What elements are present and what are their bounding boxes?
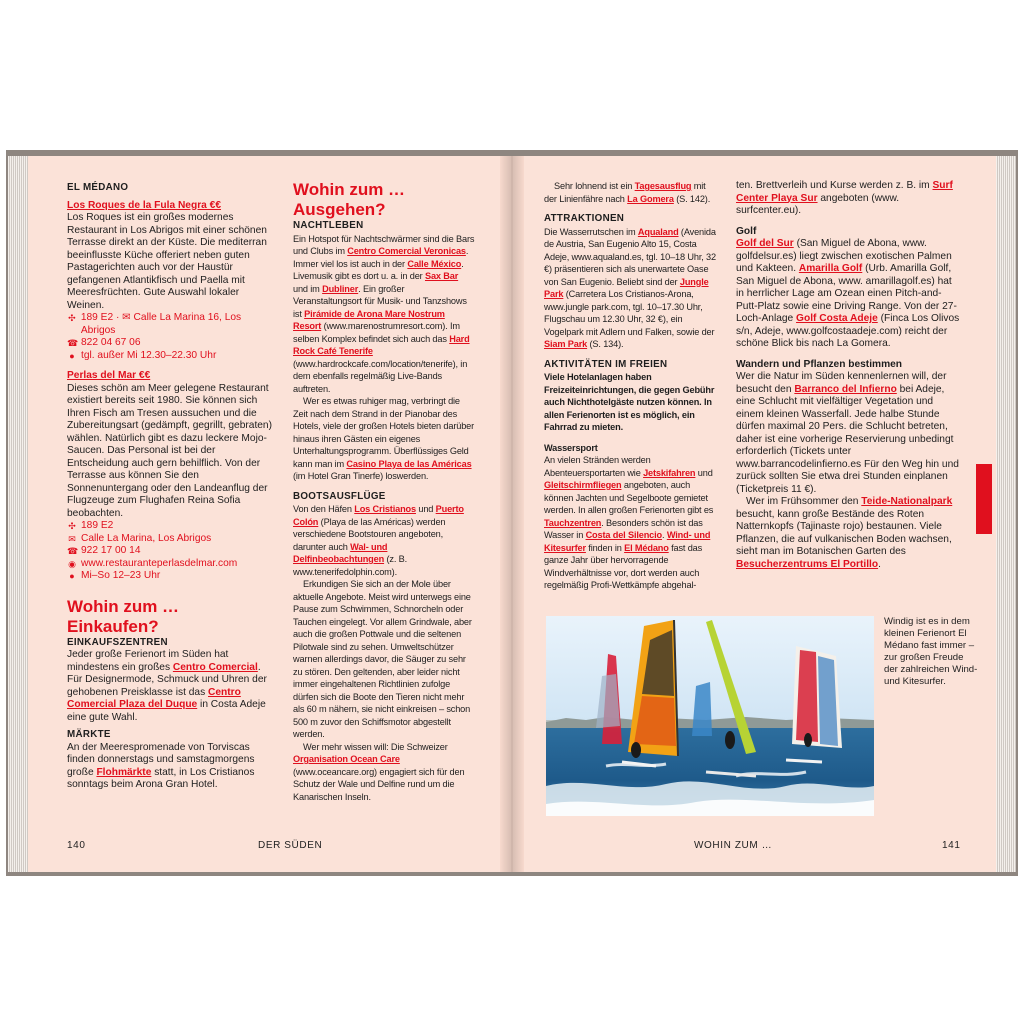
link[interactable]: Jetskifahren [643,467,696,478]
link[interactable]: Besucherzentrums El Portillo [736,558,879,570]
paragraph: Jeder große Ferienort im Süden hat mindestens ein großes Centro Comercial. Für Designermode, Schmuck und Uhren der gehobenen Preisklasse ist das Centro Comercial Plaza del Duque in Costa Adeje eine gute Wahl. [67,649,267,723]
info-line: ☎ 822 04 67 06 [67,337,141,348]
link[interactable]: Wind- und Kitesurfer [544,530,711,553]
link[interactable]: El Médano [624,542,669,553]
subheading: EINKAUFSZENTREN [67,636,168,648]
restaurant-title[interactable]: Los Roques de la Fula Negra €€ [67,199,221,211]
link[interactable]: Dubliner [322,283,359,294]
clock-icon: ● [69,350,75,361]
link[interactable]: Gleitschirmfliegen [544,480,622,490]
subheading: BOOTSAUSFLÜGE [293,490,386,502]
subheading: NACHTLEBEN [293,220,364,231]
paragraph: Ein Hotspot für Nachtschwärmer sind die Bars und Clubs im Centro Comercial Veronicas. Immer viel los ist auch in der Calle México. Livemusik gibt es dort u. a. in der Sax Bar und im Dubliner. Ein großer Veranstaltungsort für Musik- und Tanzshows ist Pirámide de Arona Mare Nostrum Resort (www.marenostrumresort.com). Im selben Komplex befindet sich auch das Hard Rock Café Tenerife (www.hardrockcafe.com/location/tenerife), in dem ebenfalls regelmäßig Live-Bands auftreten. [293,233,475,394]
link[interactable]: Calle México [407,258,462,269]
map-pin-icon: ✣ [68,313,76,323]
link[interactable]: Tagesausflug [634,181,692,191]
info-line: ☎ 922 17 00 14 [67,545,141,556]
link[interactable]: Pirámide de Arona Mare Nostrum Resort [293,308,445,331]
link[interactable]: Los Cristianos [354,504,416,514]
link[interactable]: Golf del Sur [736,238,794,249]
photo-caption: Windig ist es in dem kleinen Ferienort El Médano fast immer – zur großen Freude der zahlreichen Wind- und Kitesurfer. [884,616,978,687]
subheading: AKTIVITÄTEN IM FREIEN [544,358,668,370]
link[interactable]: Barranco del Infierno [794,383,897,395]
link[interactable]: Jungle Park [544,276,709,299]
link[interactable]: Centro Comercial Veronicas [347,246,466,256]
link[interactable]: Golf Costa Adeje [796,313,878,324]
paragraph: Golf del Sur (San Miguel de Abona, www. golfdelsur.es) liegt zwischen exotischen Palmen und Kakteen. Amarilla Golf (Urb. Amarilla Golf, San Miguel de Abona, www. amarillagolf.es) hat in herrlicher Lage am Ozean einen Pitch-and-Putt-Platz sowie eine Driving Range. Von der 27-Loch-Anlage Golf Costa Adeje (Finca Los Olivos s/n, Adeje, www.golfcostaadeje.com) reicht der schöne Blick bis nach La Gomera. [736,238,960,349]
paragraph: Erkundigen Sie sich an der Mole über aktuelle Angebote. Meist wird unterwegs eine Pause zum Schwimmen, Schnorcheln oder Tauchen eingelegt. Vor allem Grindwale, aber auch die großen Pottwale und die seltenen Pilotwale sind zu sehen. Umweltschützer warnen allerdings davor, die Säuger zu sehr zu stören. Den geltenden, aber leider nicht immer eingehaltenen Richtlinien zufolge dürfen sich die Boote den Tieren nicht mehr als 60 m nähern, sie nicht einkreisen – schon 500 m zuvor den Schiffsmotor abgestellt werden. [293,579,472,739]
phone-icon: ☎ [67,546,79,556]
subheading: Wassersport [544,442,598,453]
link[interactable]: Centro Comercial Plaza del Duque [67,686,241,710]
map-pin-icon: ✣ [68,521,76,531]
info-line: ◉ www.restauranteperlasdelmar.com [68,557,238,569]
paragraph: Wer die Natur im Süden kennenlernen will, der besucht den Barranco del Infierno bei Adeje, eine Schlucht mit vielfältiger Vegetation und einem kleinen Wasserfall. Jede halbe Stunde dürfen maximal 20 Pers. die Schlucht betreten, daher ist eine vorherige Reservierung unbedingt erforderlich (Tickets unter www.barrancodelinfierno.es Für den Weg hin und zurück sollten Sie etwa drei Stunden einplanen (Ticketpreis 11 €). [736,371,959,495]
link[interactable]: Amarilla Golf [798,263,863,274]
info-line: ✉ Calle La Marina, Los Abrigos [68,532,212,544]
page-number-left: 140 [67,840,86,851]
paragraph: An der Meerespromenade von Torviscas finden donnerstags und samstagmorgens große Flohmärkte statt, in Los Cristianos sonntags beim Arona Gran Hotel. [67,741,255,790]
clock-icon: ● [69,571,75,581]
paragraph: Wer es etwas ruhiger mag, verbringt die Zeit nach dem Strand in der Pianobar des Hotels, viele der großen Hotels bieten darüber hinaus ihren Gästen ein eigenes Unterhaltungsprogramm. Überflüssiges Geld kann man im Casino Playa de las Américas (im Hotel Gran Tinerfe) loswerden. [293,396,475,481]
link[interactable]: Sax Bar [424,271,459,281]
subheading: ATTRAKTIONEN [544,213,625,224]
subheading: Wandern und Pflanzen bestimmen [736,358,903,370]
paragraph: Wer im Frühsommer den Teide-Nationalpark besucht, kann große Bestände des Roten Natternkopfs (Tajinaste rojo) bestaunen. Viele Pflanzen, die auf vulkanischen Boden wachsen, sieht man im Botanischen Garten des Besucherzentrums El Portillo. [736,496,953,570]
page-stack-right [996,156,1016,872]
link[interactable]: La Gomera [627,193,674,204]
paragraph: Die Wasserrutschen im Aqualand (Avenida de Austria, San Eugenio Alto 15, Costa Adeje, www.aqualand.es, tgl. 10–18 Uhr, 32 €) präsentieren sich als unerwartete Oase von San Eugenio. Beliebt sind der Jungle Park (Carretera Los Cristianos-Arona, www.jungle park.com, tgl. 10–17.30 Uhr, Flugschau um 12.30 Uhr, 32 €), ein Vogelpark mit Adlern und Falken, sowie der Siam Park (S. 134). [544,226,716,349]
page-number-right: 141 [942,840,961,851]
restaurant-description: Los Roques ist ein großes modernes Restaurant in Los Abrigos mit einer schönen Terrasse direkt an der Küste. Die mediterran beeinflusste Küche offeriert neben guten Pastagerichten auch vor der Haustür gefangenen Atlantikfisch und Paella mit Meeresfrüchten. Gute Auswahl lokaler Weinen. [67,212,267,311]
paragraph: Sehr lohnend ist ein Tagesausflug mit der Linienfähre nach La Gomera (S. 142). [544,181,711,204]
link[interactable]: Siam Park [544,339,588,349]
left-column-1 [67,182,275,792]
subheading: Golf [736,225,757,237]
restaurant-title[interactable]: Perlas del Mar €€ [67,370,151,381]
left-column-2 [293,180,475,803]
right-column-1 [544,180,720,592]
windsurfing-illustration [546,616,874,816]
info-line: ● tgl. außer Mi 12.30–22.30 Uhr [67,350,275,363]
link[interactable]: Wal- und Delfinbeobachtungen [293,541,388,564]
location-heading: EL MÉDANO [67,182,129,193]
restaurant-description: Dieses schön am Meer gelegene Restaurant existiert bereits seit 1980. Sie können sich Ihren Fisch am Tresen aussuchen und die Zubereitungsart (gedämpft, gegrillt, gebraten) wählen. Natürlich gibt es dazu leckere Mojo-Saucen. Das Personal ist bei der Entscheidung auch gern behilflich. Von der Terrasse aus können Sie den Sonnenuntergang oder den Landeanflug der Flugzeuge zum Flughafen Reina Sofia beobachten. [67,382,272,519]
link[interactable]: Centro Comercial [172,661,258,673]
link[interactable]: Hard Rock Café Tenerife [293,333,470,356]
info-line: ✣ 189 E2 [68,520,114,531]
link[interactable]: Flohmärkte [96,766,152,778]
paragraph: ten. Brettverleih und Kurse werden z. B. im Surf Center Playa Sur angeboten (www. surfcenter.eu). [736,180,953,216]
paragraph: Von den Häfen Los Cristianos und Puerto Colón (Playa de las Américas) werden verschiedene Bootstouren angeboten, darunter auch Wal- und Delfinbeobachtungen (z. B. www.tenerifedolphin.com). [293,504,464,577]
paragraph: Viele Hotelanlagen haben Freizeiteinrichtungen, die gegen Gebühr auch Nichthotelgäste nutzen können. In allen Ferienorten ist es möglich, ein Fahrrad zu mieten. [544,372,715,432]
link[interactable]: Puerto Colón [293,504,464,527]
paragraph: Wer mehr wissen will: Die Schweizer Organisation Ocean Care (www.oceancare.org) engagiert sich für den Schutz der Wale und Delfine rund um die Kanarischen Inseln. [293,741,465,802]
link[interactable]: Surf Center Playa Sur [736,180,953,204]
running-head-right: WOHIN ZUM … [694,840,773,851]
mail-icon: ✉ [68,533,76,544]
chapter-tab-marker [976,464,992,534]
page-stack-left [8,156,28,872]
section-heading-going-out: Wohin zum … Ausgehen? [293,180,406,219]
phone-icon: ☎ [67,338,79,348]
section-heading-shopping: Wohin zum … Einkaufen? [67,596,180,636]
link[interactable]: Casino Playa de las Américas [346,458,472,469]
web-icon: ◉ [68,558,76,569]
info-line: ✣ 189 E2 · ✉ Calle La Marina 16, Los Abrigos [68,312,242,336]
link[interactable]: Tauchzentren [544,517,602,528]
info-line: ● Mi–So 12–23 Uhr [67,570,275,583]
link[interactable]: Teide-Nationalpark [861,496,953,507]
link[interactable]: Aqualand [637,226,679,237]
paragraph: An vielen Stränden werden Abenteuersportarten wie Jetskifahren und Gleitschirmfliegen angeboten, auch können Jachten und Segelboote gemietet werden. In allen großen Ferienorten gibt es Tauchzentren. Besonders schön ist das Wasser in Costa del Silencio. Wind- und Kitesurfer finden in El Médano fast das ganze Jahr über hervorragende Windverhältnisse vor, dort werden auch regelmäßig Profi-Wettkämpfe abgehal- [544,455,714,590]
link[interactable]: Organisation Ocean Care [293,754,400,764]
right-column-2 [736,180,962,571]
running-head-left: DER SÜDEN [258,840,323,851]
link[interactable]: Costa del Silencio [585,530,662,540]
windsurfing-photo [546,616,874,816]
book-spine [500,156,524,872]
subheading: MÄRKTE [67,729,111,740]
